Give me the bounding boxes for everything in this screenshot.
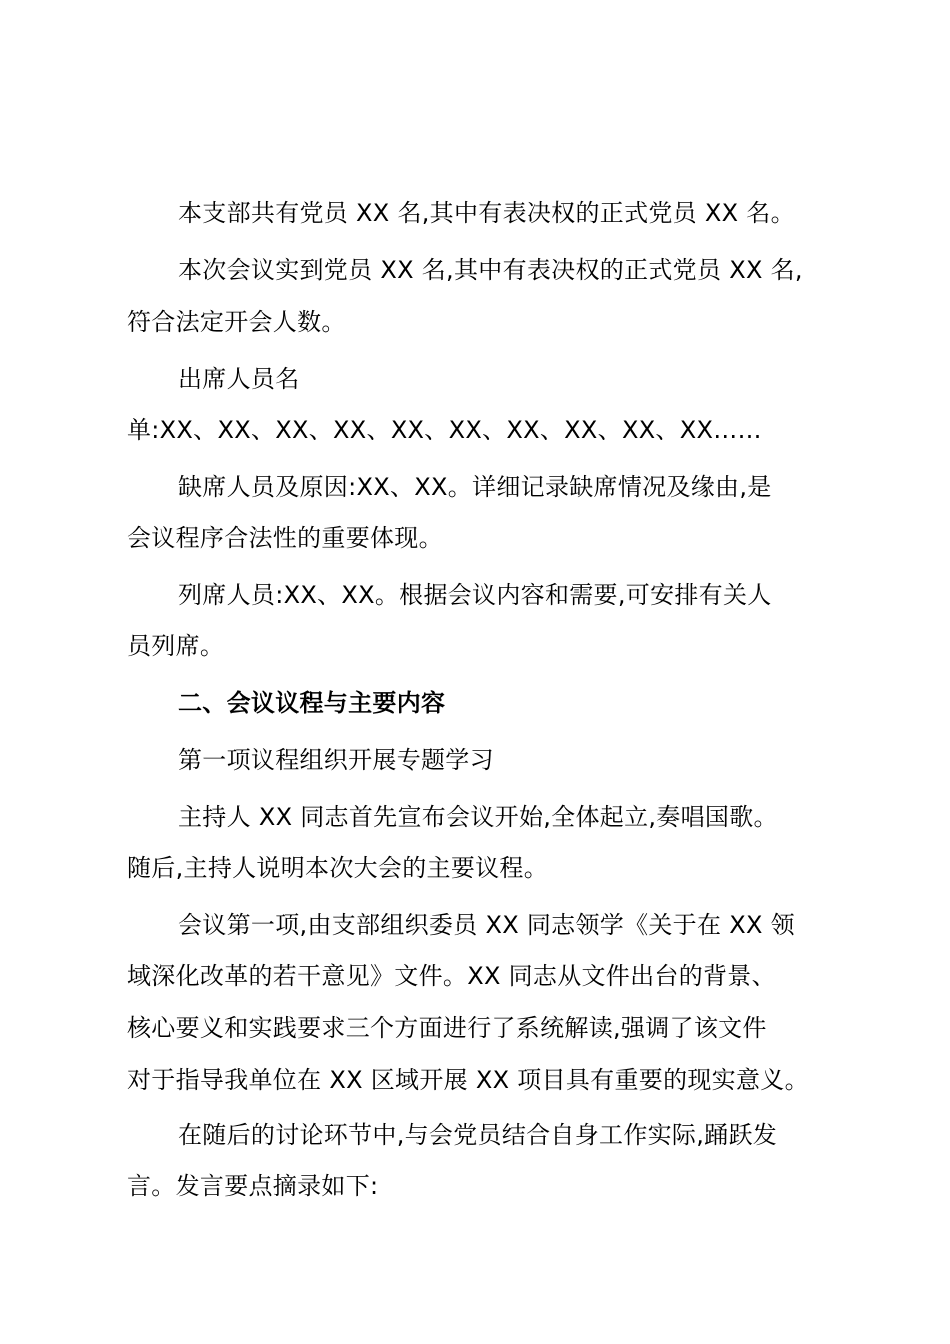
paragraph-host-line-1: 主持人 XX 同志首先宣布会议开始,全体起立,奏唱国歌。 [178,803,778,831]
paragraph-attendance-line-1: 本次会议实到党员 XX 名,其中有表决权的正式党员 XX 名, [178,256,803,284]
paragraph-attendees-line-1: 出席人员名 [178,365,300,393]
paragraph-absentees-line-2: 会议程序合法性的重要体现。 [127,524,443,552]
paragraph-observers-line-1: 列席人员:XX、XX。根据会议内容和需要,可安排有关人 [178,581,772,609]
section-heading-agenda: 二、会议议程与主要内容 [178,689,446,717]
paragraph-observers-line-2: 员列席。 [127,632,225,660]
paragraph-study-line-2: 域深化改革的若干意见》文件。XX 同志从文件出台的背景、 [127,962,776,990]
paragraph-study-line-3: 核心要义和实践要求三个方面进行了系统解读,强调了该文件 [127,1014,767,1042]
paragraph-study-line-4: 对于指导我单位在 XX 区域开展 XX 项目具有重要的现实意义。 [127,1066,809,1094]
paragraph-study-line-1: 会议第一项,由支部组织委员 XX 同志领学《关于在 XX 领 [178,911,795,939]
paragraph-absentees-line-1: 缺席人员及原因:XX、XX。详细记录缺席情况及缘由,是 [178,473,772,501]
subheading-first-agenda-item: 第一项议程组织开展专题学习 [178,746,494,774]
paragraph-attendees-line-2: 单:XX、XX、XX、XX、XX、XX、XX、XX、XX、XX…… [127,416,762,444]
paragraph-discussion-line-1: 在随后的讨论环节中,与会党员结合自身工作实际,踊跃发 [178,1121,778,1149]
paragraph-attendance-line-2: 符合法定开会人数。 [127,308,346,336]
paragraph-discussion-line-2: 言。发言要点摘录如下: [127,1172,379,1200]
paragraph-membership-line-1: 本支部共有党员 XX 名,其中有表决权的正式党员 XX 名。 [178,199,795,227]
paragraph-host-line-2: 随后,主持人说明本次大会的主要议程。 [127,854,549,882]
